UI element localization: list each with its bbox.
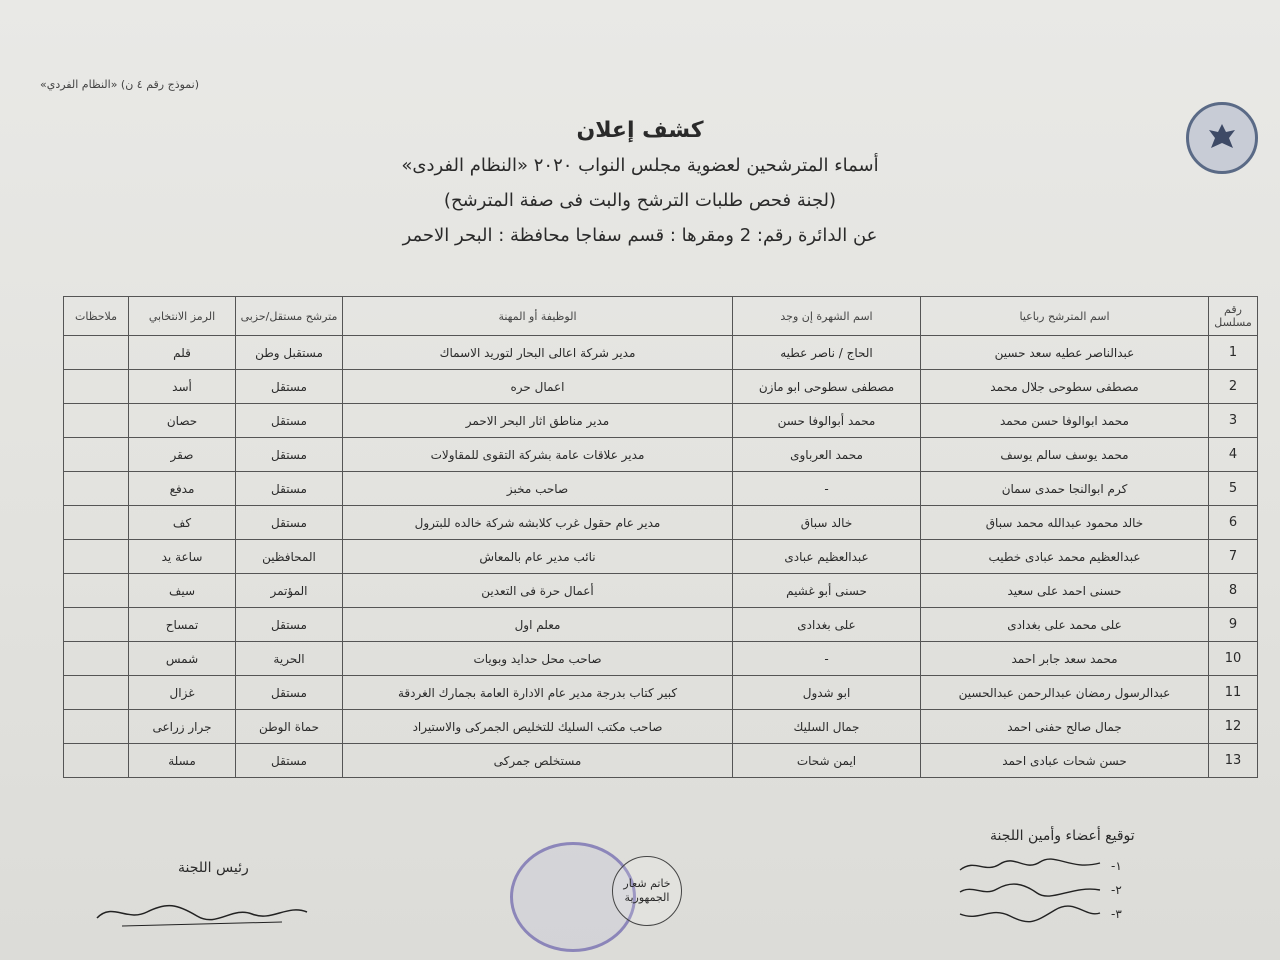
job-cell: صاحب مكتب السليك للتخليص الجمركى والاستيراد xyxy=(343,710,733,744)
symbol-cell: أسد xyxy=(129,370,236,404)
notes-cell xyxy=(64,370,129,404)
nickname-cell: - xyxy=(733,472,921,506)
name-cell: على محمد على بغدادى xyxy=(921,608,1209,642)
name-cell: عبدالرسول رمضان عبدالرحمن عبدالحسين xyxy=(921,676,1209,710)
col-type: مترشح مستقل/حزبى xyxy=(236,297,343,336)
notes-cell xyxy=(64,404,129,438)
serial-cell: 10 xyxy=(1209,642,1258,676)
symbol-cell: مسلة xyxy=(129,744,236,778)
type-cell: مستقل xyxy=(236,608,343,642)
notes-cell xyxy=(64,642,129,676)
table-row xyxy=(64,472,1258,506)
name-cell: جمال صالح حفنى احمد xyxy=(921,710,1209,744)
table-row xyxy=(64,506,1258,540)
col-symbol: الرمز الانتخابي xyxy=(129,297,236,336)
name-cell: عبدالعظيم محمد عبادى خطيب xyxy=(921,540,1209,574)
type-cell: المحافظين xyxy=(236,540,343,574)
type-cell: المؤتمر xyxy=(236,574,343,608)
job-cell: اعمال حره xyxy=(343,370,733,404)
symbol-cell: مدفع xyxy=(129,472,236,506)
serial-cell: 2 xyxy=(1209,370,1258,404)
symbol-cell: قلم xyxy=(129,336,236,370)
nickname-cell: محمد أبوالوفا حسن xyxy=(733,404,921,438)
seal-line: الجمهورية xyxy=(624,891,670,904)
table-row xyxy=(64,642,1258,676)
symbol-cell: شمس xyxy=(129,642,236,676)
name-cell: مصطفى سطوحى جلال محمد xyxy=(921,370,1209,404)
type-cell: مستقل xyxy=(236,506,343,540)
symbol-cell: سيف xyxy=(129,574,236,608)
table-header-row xyxy=(64,297,1258,336)
chairman-signature xyxy=(92,892,312,932)
col-serial: رقم مسلسل xyxy=(1209,297,1258,336)
symbol-cell: غزال xyxy=(129,676,236,710)
col-notes: ملاحظات xyxy=(64,297,129,336)
name-cell: حسن شحات عبادى احمد xyxy=(921,744,1209,778)
notes-cell xyxy=(64,336,129,370)
symbol-cell: صقر xyxy=(129,438,236,472)
name-cell: محمد ابوالوفا حسن محمد xyxy=(921,404,1209,438)
signature-line xyxy=(955,902,1122,926)
chairman-title: رئيس اللجنة xyxy=(178,860,249,876)
notes-cell xyxy=(64,540,129,574)
job-cell: صاحب مخبز xyxy=(343,472,733,506)
notes-cell xyxy=(64,608,129,642)
signature-number: ١- xyxy=(1111,859,1122,873)
name-cell: خالد محمود عبدالله محمد سباق xyxy=(921,506,1209,540)
serial-cell: 7 xyxy=(1209,540,1258,574)
job-cell: مدير عام حقول غرب كلابشه شركة خالده للبترول xyxy=(343,506,733,540)
job-cell: صاحب محل حدايد وبويات xyxy=(343,642,733,676)
table-row xyxy=(64,370,1258,404)
symbol-cell: ساعة يد xyxy=(129,540,236,574)
nickname-cell: الحاج / ناصر عطيه xyxy=(733,336,921,370)
signature-line xyxy=(955,878,1122,902)
notes-cell xyxy=(64,506,129,540)
serial-cell: 4 xyxy=(1209,438,1258,472)
col-name: اسم المترشح رباعيا xyxy=(921,297,1209,336)
symbol-cell: تمساح xyxy=(129,608,236,642)
nickname-cell: حسنى أبو غشيم xyxy=(733,574,921,608)
table-row xyxy=(64,710,1258,744)
signature-line xyxy=(955,854,1122,878)
serial-cell: 11 xyxy=(1209,676,1258,710)
nickname-cell: محمد العرباوى xyxy=(733,438,921,472)
serial-cell: 12 xyxy=(1209,710,1258,744)
type-cell: مستقل xyxy=(236,438,343,472)
serial-cell: 9 xyxy=(1209,608,1258,642)
district-line: عن الدائرة رقم: 2 ومقرها : قسم سفاجا محافظة : البحر الاحمر xyxy=(402,225,878,246)
signatures-title: توقيع أعضاء وأمين اللجنة xyxy=(990,828,1135,844)
handwritten-signature xyxy=(955,856,1105,876)
notes-cell xyxy=(64,676,129,710)
table-row xyxy=(64,676,1258,710)
notes-cell xyxy=(64,744,129,778)
name-cell: محمد سعد جابر احمد xyxy=(921,642,1209,676)
col-job: الوظيفة أو المهنة xyxy=(343,297,733,336)
name-cell: عبدالناصر عطيه سعد حسين xyxy=(921,336,1209,370)
serial-cell: 8 xyxy=(1209,574,1258,608)
symbol-cell: حصان xyxy=(129,404,236,438)
header-block xyxy=(0,118,1280,246)
handwritten-signature xyxy=(955,880,1105,900)
serial-cell: 6 xyxy=(1209,506,1258,540)
type-cell: الحرية xyxy=(236,642,343,676)
symbol-cell: كف xyxy=(129,506,236,540)
notes-cell xyxy=(64,710,129,744)
type-cell: مستقل xyxy=(236,472,343,506)
table-row xyxy=(64,540,1258,574)
notes-cell xyxy=(64,438,129,472)
page-title: كشف إعلان xyxy=(576,118,704,143)
job-cell: أعمال حرة فى التعدين xyxy=(343,574,733,608)
symbol-cell: جرار زراعى xyxy=(129,710,236,744)
type-cell: مستقبل وطن xyxy=(236,336,343,370)
table-row xyxy=(64,574,1258,608)
name-cell: كرم ابوالنجا حمدى سمان xyxy=(921,472,1209,506)
form-number: (نموذج رقم ٤ ن) «النظام الفردي» xyxy=(40,78,199,91)
job-cell: مدير علاقات عامة بشركة التقوى للمقاولات xyxy=(343,438,733,472)
serial-cell: 13 xyxy=(1209,744,1258,778)
candidates-table xyxy=(63,296,1258,778)
table-row xyxy=(64,438,1258,472)
page-subtitle: أسماء المترشحين لعضوية مجلس النواب ٢٠٢٠ «النظام الفردى» xyxy=(401,155,879,176)
signature-number: ٣- xyxy=(1111,907,1122,921)
col-nickname: اسم الشهرة إن وجد xyxy=(733,297,921,336)
nickname-cell: مصطفى سطوحى ابو مازن xyxy=(733,370,921,404)
seal-line: خاتم شعار xyxy=(623,877,671,890)
name-cell: حسنى احمد على سعيد xyxy=(921,574,1209,608)
job-cell: مدير شركة اعالى البحار لتوريد الاسماك xyxy=(343,336,733,370)
notes-cell xyxy=(64,574,129,608)
table-row xyxy=(64,608,1258,642)
type-cell: مستقل xyxy=(236,676,343,710)
type-cell: مستقل xyxy=(236,370,343,404)
signatures-list xyxy=(955,854,1122,926)
nickname-cell: عبدالعظيم عبادى xyxy=(733,540,921,574)
nickname-cell: ايمن شحات xyxy=(733,744,921,778)
nickname-cell: جمال السليك xyxy=(733,710,921,744)
table-row xyxy=(64,336,1258,370)
nickname-cell: - xyxy=(733,642,921,676)
type-cell: مستقل xyxy=(236,404,343,438)
job-cell: كبير كتاب بدرجة مدير عام الادارة العامة بجمارك الغردقة xyxy=(343,676,733,710)
nickname-cell: خالد سباق xyxy=(733,506,921,540)
committee-line: (لجنة فحص طلبات الترشح والبت فى صفة المترشح) xyxy=(443,190,837,211)
nickname-cell: على بغدادى xyxy=(733,608,921,642)
job-cell: مدير مناطق اثار البحر الاحمر xyxy=(343,404,733,438)
type-cell: حماة الوطن xyxy=(236,710,343,744)
serial-cell: 1 xyxy=(1209,336,1258,370)
serial-cell: 3 xyxy=(1209,404,1258,438)
job-cell: نائب مدير عام بالمعاش xyxy=(343,540,733,574)
job-cell: معلم اول xyxy=(343,608,733,642)
table-row xyxy=(64,744,1258,778)
serial-cell: 5 xyxy=(1209,472,1258,506)
type-cell: مستقل xyxy=(236,744,343,778)
signature-number: ٢- xyxy=(1111,883,1122,897)
notes-cell xyxy=(64,472,129,506)
republic-seal xyxy=(612,856,682,926)
table-row xyxy=(64,404,1258,438)
job-cell: مستخلص جمركى xyxy=(343,744,733,778)
name-cell: محمد يوسف سالم يوسف xyxy=(921,438,1209,472)
nickname-cell: ابو شدول xyxy=(733,676,921,710)
handwritten-signature xyxy=(955,904,1105,924)
